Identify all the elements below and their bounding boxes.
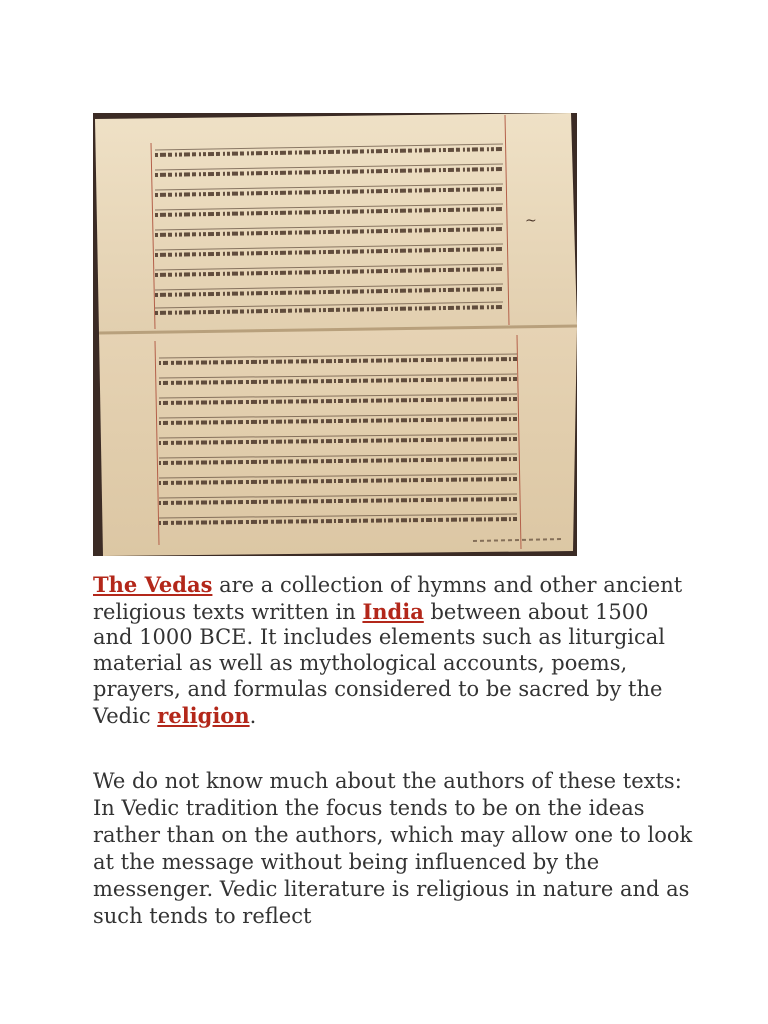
authors-paragraph: We do not know much about the authors of these texts: In Vedic tradition the focus tends to be on the ideas rather than on the authors, which may allow one to look at the message without being influenced by the messenger. Vedic literature is religious in nature and as such tends to reflect — [93, 769, 693, 928]
intro-text-part-3: . — [249, 703, 257, 728]
manuscript-image — [93, 113, 577, 556]
vedas-link[interactable]: The Vedas — [93, 572, 213, 597]
religion-link[interactable]: religion — [157, 702, 250, 728]
manuscript-illustration — [93, 113, 577, 556]
india-link[interactable]: India — [362, 598, 424, 624]
svg-text:~: ~ — [525, 213, 537, 229]
intro-text-part-1: are a collection of hymns and other ancient religious texts written in — [93, 573, 683, 624]
intro-text-part-2: between about 1500 and 1000 BCE. It includes elements such as liturgical material as well as mythological accounts, poems, prayers, and formulas considered to be sacred by the Vedic — [93, 599, 665, 728]
intro-paragraph — [93, 572, 693, 729]
